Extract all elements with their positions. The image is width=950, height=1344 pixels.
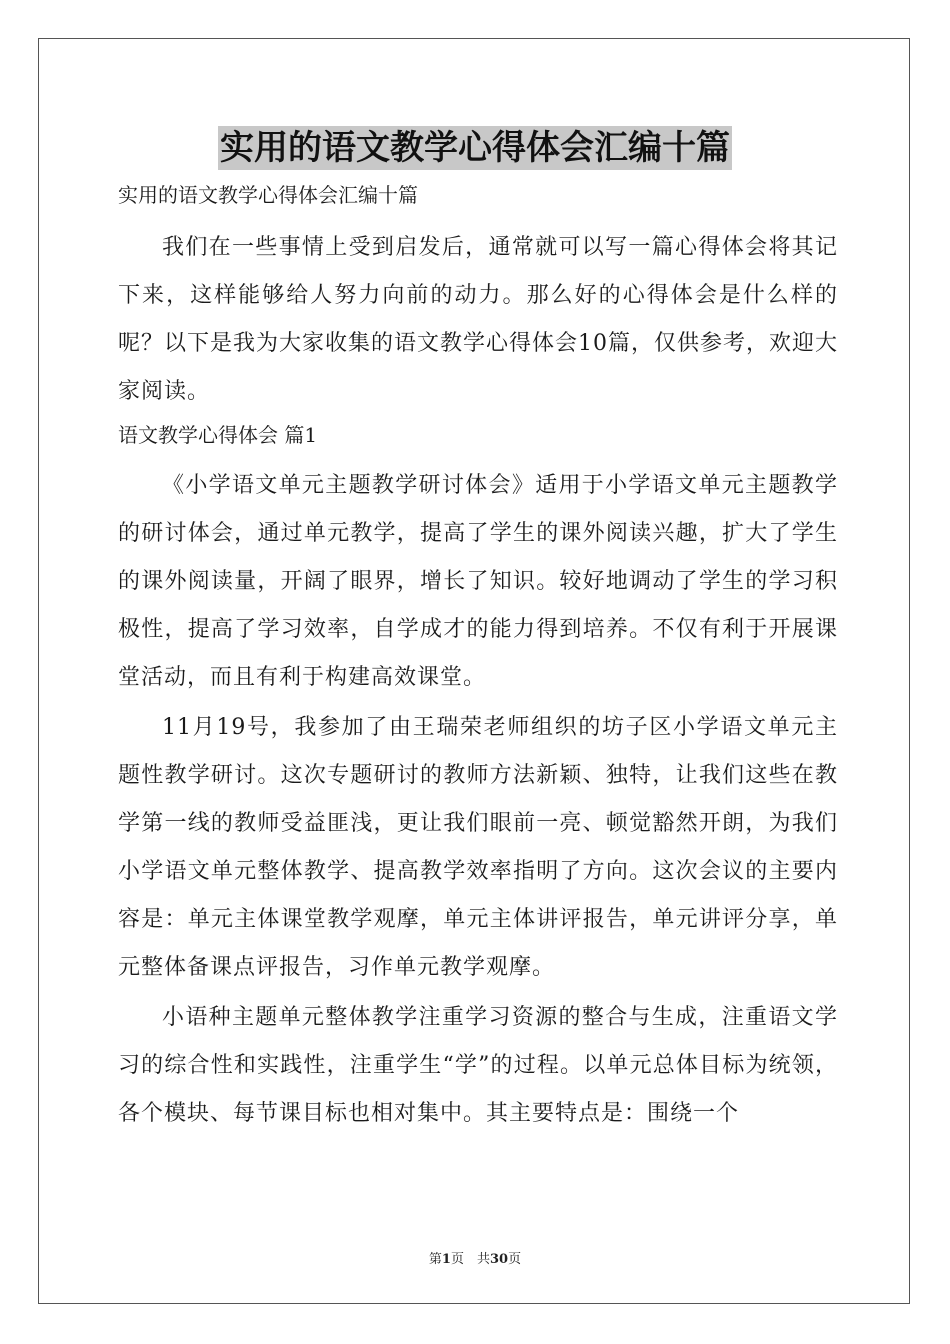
document-subtitle: 实用的语文教学心得体会汇编十篇 xyxy=(118,183,418,207)
page-footer xyxy=(0,1248,950,1267)
body-paragraph: 小语种主题单元整体教学注重学习资源的整合与生成，注重语文学习的综合性和实践性，注重学生“学”的过程。以单元总体目标为统领，各个模块、每节课目标也相对集中。其主要特点是：围绕一个 xyxy=(118,1005,838,1126)
page-total: 30 xyxy=(489,1252,509,1267)
title-container xyxy=(0,126,950,170)
page-current: 1 xyxy=(441,1252,451,1267)
page-prefix: 第 xyxy=(428,1252,442,1267)
document-body xyxy=(118,180,838,1140)
intro-paragraph: 我们在一些事情上受到启发后，通常就可以写一篇心得体会将其记下来，这样能够给人努力向前的动力。那么好的心得体会是什么样的呢？以下是我为大家收集的语文教学心得体会10篇，仅供参考，欢迎大家阅读。 xyxy=(118,235,838,404)
body-paragraph: 11月19号，我参加了由王瑞荣老师组织的坊子区小学语文单元主题性教学研讨。这次专题研讨的教师方法新颖、独特，让我们这些在教学第一线的教师受益匪浅，更让我们眼前一亮、顿觉豁然开朗，为我们小学语文单元整体教学、提高教学效率指明了方向。这次会议的主要内容是：单元主体课堂教学观摩，单元主体讲评报告，单元讲评分享，单元整体备课点评报告，习作单元教学观摩。 xyxy=(118,715,838,980)
page-mid: 页 共 xyxy=(450,1252,490,1267)
section-heading: 语文教学心得体会 篇1 xyxy=(118,423,318,447)
body-paragraph: 《小学语文单元主题教学研讨体会》适用于小学语文单元主题教学的研讨体会，通过单元教学，提高了学生的课外阅读兴趣，扩大了学生的课外阅读量，开阔了眼界，增长了知识。较好地调动了学生的学习积极性，提高了学习效率，自学成才的能力得到培养。不仅有利于开展课堂活动，而且有利于构建高效课堂。 xyxy=(118,473,838,690)
document-title: 实用的语文教学心得体会汇编十篇 xyxy=(220,128,730,168)
page-suffix: 页 xyxy=(508,1252,522,1267)
